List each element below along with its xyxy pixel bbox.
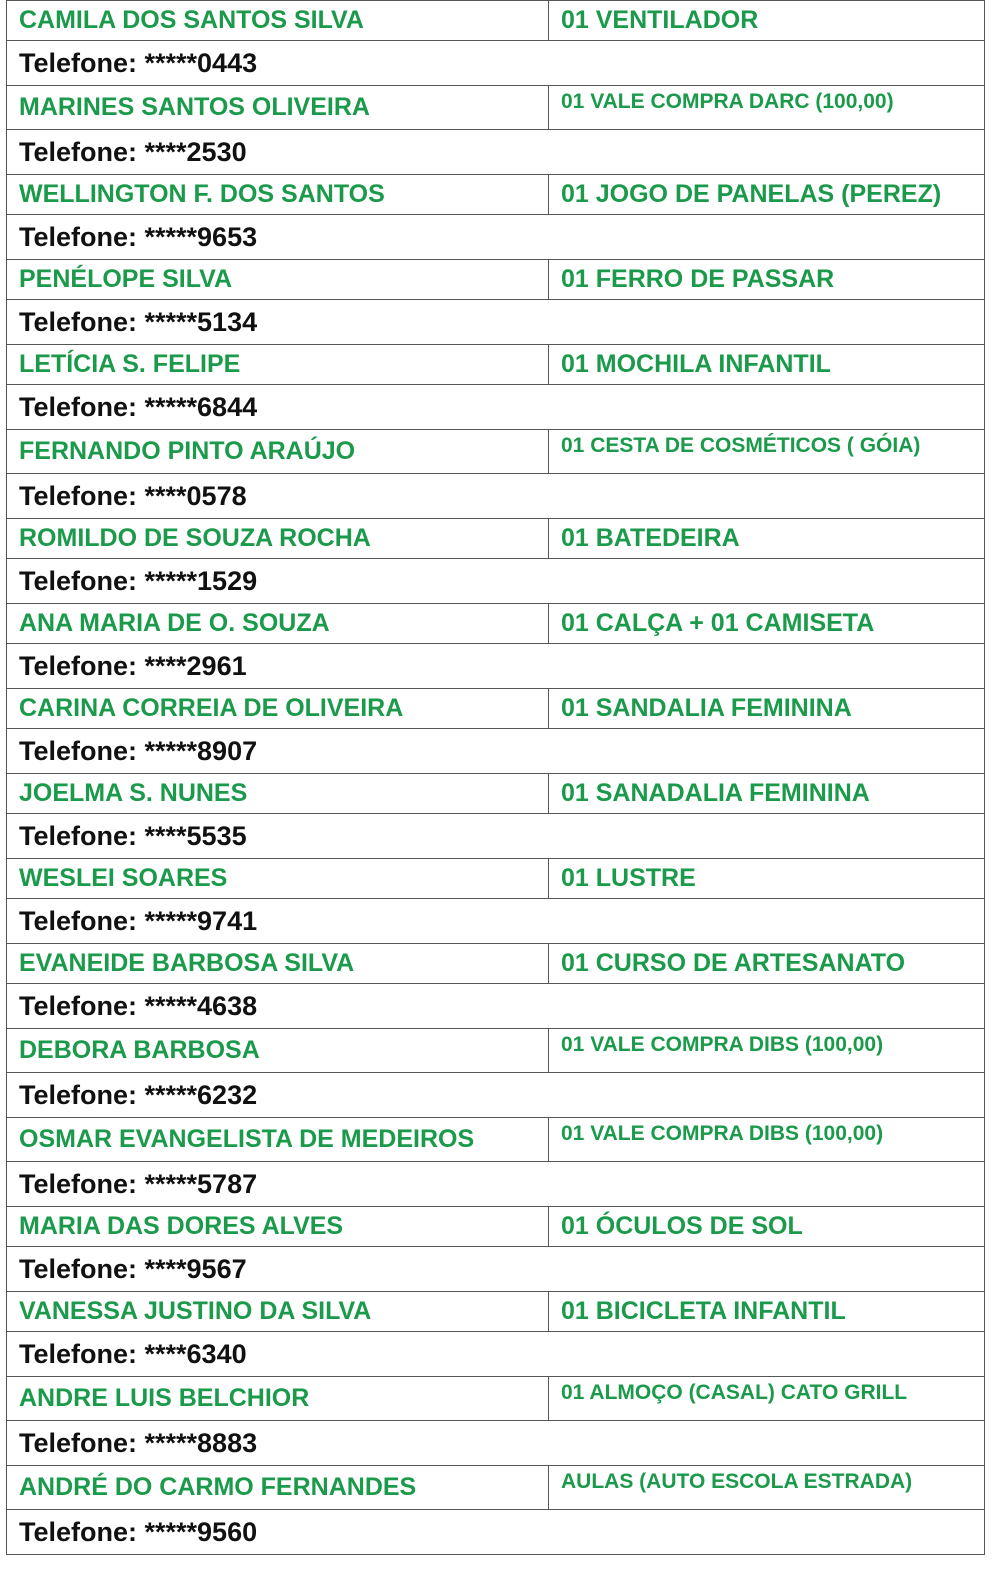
- winner-name-row: [7, 1118, 985, 1162]
- winner-phone: Telefone: *****9653: [7, 215, 985, 260]
- prize-description: 01 BICICLETA INFANTIL: [549, 1292, 985, 1332]
- winner-name: JOELMA S. NUNES: [7, 774, 549, 814]
- winners-table-body: [7, 1, 985, 1555]
- winner-name: DEBORA BARBOSA: [7, 1029, 549, 1073]
- winner-name-row: [7, 260, 985, 300]
- winner-phone-row: [7, 1073, 985, 1118]
- winner-phone-row: [7, 1510, 985, 1555]
- winner-phone-row: [7, 644, 985, 689]
- winner-phone-row: [7, 300, 985, 345]
- winner-name: FERNANDO PINTO ARAÚJO: [7, 430, 549, 474]
- winner-phone-row: [7, 41, 985, 86]
- winner-phone-row: [7, 729, 985, 774]
- winner-name-row: [7, 519, 985, 559]
- prize-description: 01 CALÇA + 01 CAMISETA: [549, 604, 985, 644]
- winners-table: [6, 0, 985, 1555]
- winner-name-row: [7, 859, 985, 899]
- winner-name-row: [7, 1292, 985, 1332]
- winner-phone: Telefone: *****8907: [7, 729, 985, 774]
- winner-name-row: [7, 1466, 985, 1510]
- winner-name: ANDRE LUIS BELCHIOR: [7, 1377, 549, 1421]
- winner-phone-row: [7, 1162, 985, 1207]
- winner-name: WESLEI SOARES: [7, 859, 549, 899]
- prize-description: 01 LUSTRE: [549, 859, 985, 899]
- winner-name: MARINES SANTOS OLIVEIRA: [7, 86, 549, 130]
- prize-description: 01 ÓCULOS DE SOL: [549, 1207, 985, 1247]
- winner-name: ANDRÉ DO CARMO FERNANDES: [7, 1466, 549, 1510]
- winner-name: ANA MARIA DE O. SOUZA: [7, 604, 549, 644]
- winner-phone: Telefone: ****6340: [7, 1332, 985, 1377]
- winner-phone: Telefone: *****8883: [7, 1421, 985, 1466]
- winner-phone: Telefone: *****9560: [7, 1510, 985, 1555]
- winner-phone-row: [7, 215, 985, 260]
- prize-description: 01 VALE COMPRA DARC (100,00): [549, 86, 985, 130]
- winner-phone-row: [7, 984, 985, 1029]
- winner-name-row: [7, 1207, 985, 1247]
- winner-name-row: [7, 689, 985, 729]
- prize-description: 01 VENTILADOR: [549, 1, 985, 41]
- winner-phone: Telefone: ****5535: [7, 814, 985, 859]
- prize-description: 01 CESTA DE COSMÉTICOS ( GÓIA): [549, 430, 985, 474]
- winner-phone-row: [7, 814, 985, 859]
- winner-name-row: [7, 1, 985, 41]
- winner-phone-row: [7, 474, 985, 519]
- winner-phone: Telefone: *****9741: [7, 899, 985, 944]
- winner-phone-row: [7, 385, 985, 430]
- winner-phone-row: [7, 1421, 985, 1466]
- winner-name-row: [7, 1377, 985, 1421]
- winner-phone: Telefone: *****6844: [7, 385, 985, 430]
- winner-name: PENÉLOPE SILVA: [7, 260, 549, 300]
- winner-name-row: [7, 604, 985, 644]
- winner-phone: Telefone: *****5787: [7, 1162, 985, 1207]
- winner-phone: Telefone: ****9567: [7, 1247, 985, 1292]
- winner-phone-row: [7, 130, 985, 175]
- prize-description: 01 ALMOÇO (CASAL) CATO GRILL: [549, 1377, 985, 1421]
- winner-name-row: [7, 774, 985, 814]
- winner-name-row: [7, 175, 985, 215]
- prize-description: 01 VALE COMPRA DIBS (100,00): [549, 1118, 985, 1162]
- prize-description: 01 MOCHILA INFANTIL: [549, 345, 985, 385]
- winner-name-row: [7, 345, 985, 385]
- winner-phone-row: [7, 1247, 985, 1292]
- prize-description: 01 VALE COMPRA DIBS (100,00): [549, 1029, 985, 1073]
- prize-description: 01 CURSO DE ARTESANATO: [549, 944, 985, 984]
- winner-phone: Telefone: ****2530: [7, 130, 985, 175]
- winner-name-row: [7, 944, 985, 984]
- winner-phone: Telefone: *****4638: [7, 984, 985, 1029]
- winner-name-row: [7, 1029, 985, 1073]
- winner-name-row: [7, 86, 985, 130]
- prize-description: AULAS (AUTO ESCOLA ESTRADA): [549, 1466, 985, 1510]
- winner-phone: Telefone: *****1529: [7, 559, 985, 604]
- prize-description: 01 SANADALIA FEMININA: [549, 774, 985, 814]
- winner-name: CAMILA DOS SANTOS SILVA: [7, 1, 549, 41]
- winner-name: LETÍCIA S. FELIPE: [7, 345, 549, 385]
- winner-name-row: [7, 430, 985, 474]
- winner-name: ROMILDO DE SOUZA ROCHA: [7, 519, 549, 559]
- winner-phone-row: [7, 559, 985, 604]
- winner-phone: Telefone: *****0443: [7, 41, 985, 86]
- winner-phone: Telefone: *****5134: [7, 300, 985, 345]
- winner-phone: Telefone: *****6232: [7, 1073, 985, 1118]
- winner-name: WELLINGTON F. DOS SANTOS: [7, 175, 549, 215]
- winner-phone-row: [7, 1332, 985, 1377]
- winner-name: EVANEIDE BARBOSA SILVA: [7, 944, 549, 984]
- winner-name: MARIA DAS DORES ALVES: [7, 1207, 549, 1247]
- prize-description: 01 FERRO DE PASSAR: [549, 260, 985, 300]
- winner-phone-row: [7, 899, 985, 944]
- winner-name: CARINA CORREIA DE OLIVEIRA: [7, 689, 549, 729]
- prize-description: 01 JOGO DE PANELAS (PEREZ): [549, 175, 985, 215]
- winner-name: VANESSA JUSTINO DA SILVA: [7, 1292, 549, 1332]
- prize-description: 01 SANDALIA FEMININA: [549, 689, 985, 729]
- winner-name: OSMAR EVANGELISTA DE MEDEIROS: [7, 1118, 549, 1162]
- winner-phone: Telefone: ****2961: [7, 644, 985, 689]
- prize-description: 01 BATEDEIRA: [549, 519, 985, 559]
- winner-phone: Telefone: ****0578: [7, 474, 985, 519]
